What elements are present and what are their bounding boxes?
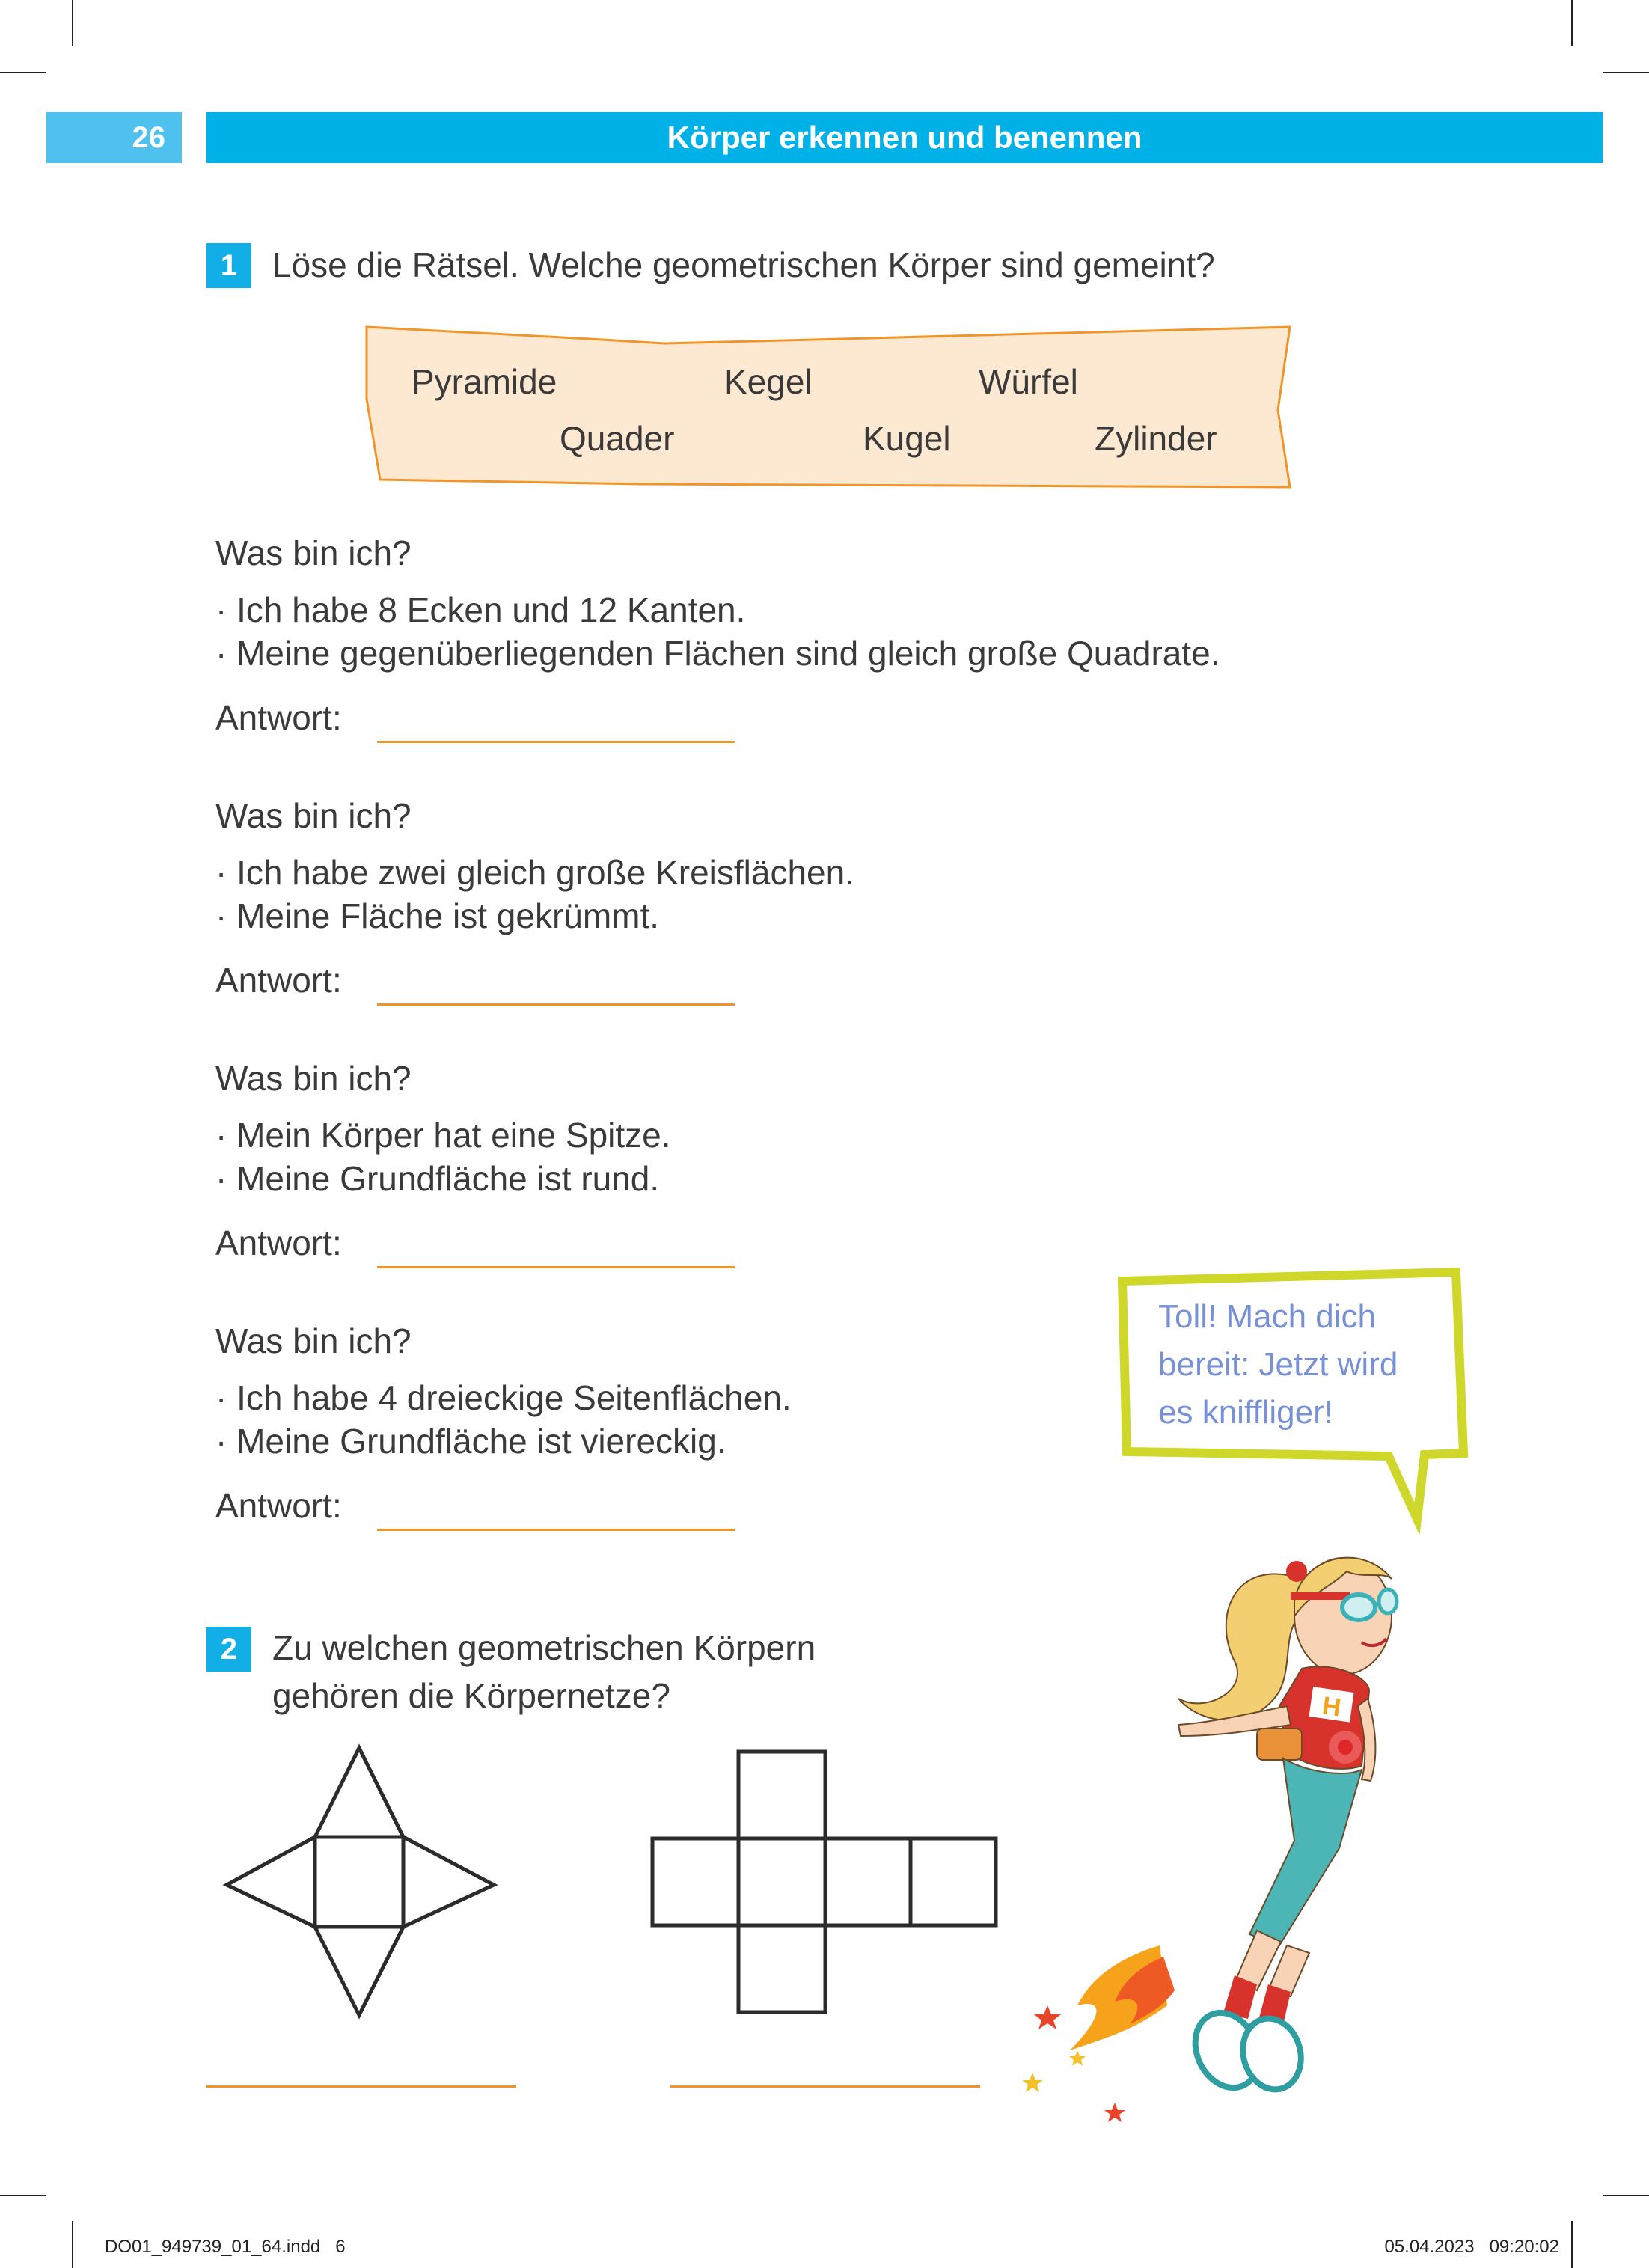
pyramid-net-icon xyxy=(217,1743,501,2028)
task-instruction-line: gehören die Körpernetze? xyxy=(272,1676,670,1715)
riddle-clue: · Ich habe 8 Ecken und 12 Kanten. xyxy=(215,590,746,629)
task-number-badge: 1 xyxy=(206,243,251,288)
footer-timestamp: 05.04.2023 09:20:02 xyxy=(1384,2237,1559,2257)
crop-mark xyxy=(1571,0,1573,46)
riddle-question: Was bin ich? xyxy=(215,1059,412,1098)
word-bank-item: Zylinder xyxy=(1095,419,1217,458)
speech-line: bereit: Jetzt wird xyxy=(1158,1346,1398,1383)
riddle-clue: · Ich habe 4 dreieckige Seitenflächen. xyxy=(215,1378,792,1417)
answer-label: Antwort: xyxy=(215,961,342,1000)
page-title: Körper erkennen und benennen xyxy=(667,120,1142,155)
crop-mark xyxy=(0,72,46,73)
page-number: 26 xyxy=(132,121,165,154)
cube-net-icon xyxy=(643,1747,1003,2032)
crop-mark xyxy=(72,0,73,46)
task-instruction-line: Zu welchen geometrischen Körpern xyxy=(272,1628,816,1667)
riddle-clue: · Meine Grundfläche ist rund. xyxy=(215,1159,660,1198)
speech-line: es kniffliger! xyxy=(1158,1394,1333,1431)
riddle xyxy=(215,1058,1413,1268)
word-bank-background xyxy=(365,324,1293,490)
crop-mark xyxy=(72,2221,73,2268)
riddle-clue: · Ich habe zwei gleich große Kreisflächen. xyxy=(215,853,854,892)
riddle-question: Was bin ich? xyxy=(215,796,412,835)
task-instruction: Löse die Rätsel. Welche geometrischen Körper sind gemeint? xyxy=(272,245,1215,284)
answer-input[interactable] xyxy=(377,1003,735,1006)
riddle-question: Was bin ich? xyxy=(215,534,412,572)
answer-label: Antwort: xyxy=(215,1223,342,1262)
answer-label: Antwort: xyxy=(215,698,342,737)
riddle-clue: · Meine Grundfläche ist viereckig. xyxy=(215,1422,726,1461)
speech-bubble-text xyxy=(1158,1293,1450,1437)
riddle-question: Was bin ich? xyxy=(215,1321,412,1360)
riddle-clue: · Meine Fläche ist gekrümmt. xyxy=(215,896,660,935)
riddle xyxy=(215,1321,1113,1530)
page-number-box xyxy=(46,112,182,163)
title-bar xyxy=(206,112,1603,163)
rocket-flame-icon xyxy=(1022,1945,1175,2122)
riddle-clue: · Mein Körper hat eine Spitze. xyxy=(215,1116,671,1155)
task-instruction xyxy=(272,1624,816,1720)
crop-mark xyxy=(0,2195,46,2196)
word-bank-item: Kugel xyxy=(863,419,951,458)
riddle xyxy=(215,533,1413,742)
answer-label: Antwort: xyxy=(215,1486,342,1525)
riddle xyxy=(215,795,1413,1005)
crop-mark xyxy=(1603,2195,1649,2196)
speech-bubble xyxy=(1112,1265,1471,1534)
net-answer-input[interactable] xyxy=(670,2085,980,2088)
speech-line: Toll! Mach dich xyxy=(1158,1298,1377,1335)
flying-girl-illustration xyxy=(1010,1526,1474,2170)
word-bank xyxy=(365,324,1293,490)
answer-input[interactable] xyxy=(377,741,735,743)
crop-mark xyxy=(1571,2221,1573,2268)
word-bank-item: Kegel xyxy=(724,362,813,401)
word-bank-item: Pyramide xyxy=(412,362,557,401)
answer-input[interactable] xyxy=(377,1529,735,1531)
word-bank-item: Würfel xyxy=(979,362,1078,401)
shirt-letter: H xyxy=(1321,1691,1343,1723)
answer-input[interactable] xyxy=(377,1266,735,1268)
word-bank-item: Quader xyxy=(560,419,675,458)
riddle-clue: · Meine gegenüberliegenden Flächen sind gleich große Quadrate. xyxy=(215,634,1220,673)
net-answer-input[interactable] xyxy=(206,2085,516,2088)
task-number-badge: 2 xyxy=(206,1627,251,1672)
footer-file-info: DO01_949739_01_64.indd 6 xyxy=(105,2237,346,2257)
crop-mark xyxy=(1603,72,1649,73)
